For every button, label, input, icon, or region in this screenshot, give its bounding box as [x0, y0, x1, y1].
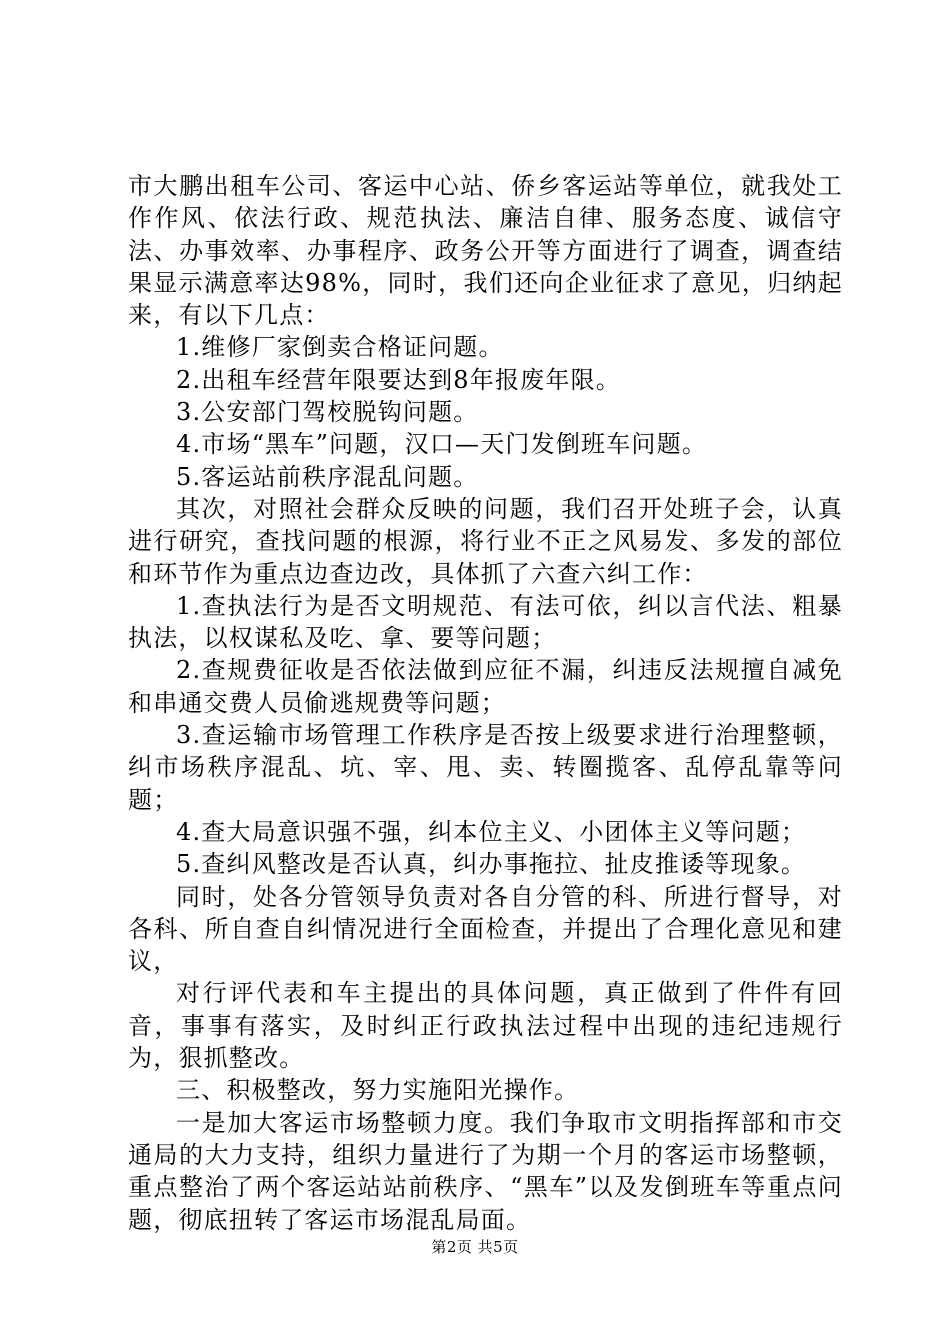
body-paragraph: 4.市场“黑车”问题，汉口—天门发倒班车问题。	[176, 430, 708, 459]
body-paragraph: 1.查执法行为是否文明规范、有法可依，纠以言代法、粗暴执法，以权谋私及吃、拿、要等问题；	[128, 591, 843, 653]
body-paragraph: 三、积极整改，努力实施阳光操作。	[176, 1076, 580, 1105]
page-number-label: 第2页 共5页	[431, 1238, 519, 1256]
body-paragraph: 对行评代表和车主提出的具体问题，真正做到了件件有回音，事事有落实，及时纠正行政执法过程中出现的违纪违规行为，狠抓整改。	[128, 979, 843, 1073]
document-body	[128, 170, 843, 1236]
body-paragraph: 其次，对照社会群众反映的问题，我们召开处班子会，认真进行研究，查找问题的根源，将行业不正之风易发、多发的部位和环节作为重点边查边改，具体抓了六查六纠工作：	[128, 494, 843, 588]
body-paragraph: 2.出租车经营年限要达到8年报废年限。	[176, 365, 621, 394]
page-footer	[0, 1236, 950, 1257]
body-paragraph: 4.查大局意识强不强，纠本位主义、小团体主义等问题；	[176, 817, 807, 846]
body-paragraph: 5.查纠风整改是否认真，纠办事拖拉、扯皮推诿等现象。	[176, 850, 807, 879]
body-paragraph: 1.维修厂家倒卖合格证问题。	[176, 333, 504, 362]
body-paragraph: 2.查规费征收是否依法做到应征不漏，纠违反法规擅自减免和串通交费人员偷逃规费等问题；	[128, 656, 843, 717]
body-paragraph: 5.客运站前秩序混乱问题。	[176, 462, 479, 491]
body-paragraph: 市大鹏出租车公司、客运中心站、侨乡客运站等单位，就我处工作作风、依法行政、规范执法、廉洁自律、服务态度、诚信守法、办事效率、办事程序、政务公开等方面进行了调查，调查结果显示满意率达98%，同时，我们还向企业征求了意见，归纳起来，有以下几点：	[128, 172, 843, 330]
body-paragraph: 一是加大客运市场整顿力度。我们争取市文明指挥部和市交通局的大力支持，组织力量进行了为期一个月的客运市场整顿，重点整治了两个客运站站前秩序、“黑车”以及发倒班车等重点问题，彻底扭转了客运市场混乱局面。	[128, 1108, 843, 1234]
body-paragraph: 3.查运输市场管理工作秩序是否按上级要求进行治理整顿，纠市场秩序混乱、坑、宰、甩、卖、转圈揽客、乱停乱靠等问题；	[128, 721, 843, 814]
body-paragraph: 同时，处各分管领导负责对各自分管的科、所进行督导，对各科、所自查自纠情况进行全面检查，并提出了合理化意见和建议，	[128, 882, 843, 976]
body-paragraph: 3.公安部门驾校脱钩问题。	[176, 398, 479, 427]
